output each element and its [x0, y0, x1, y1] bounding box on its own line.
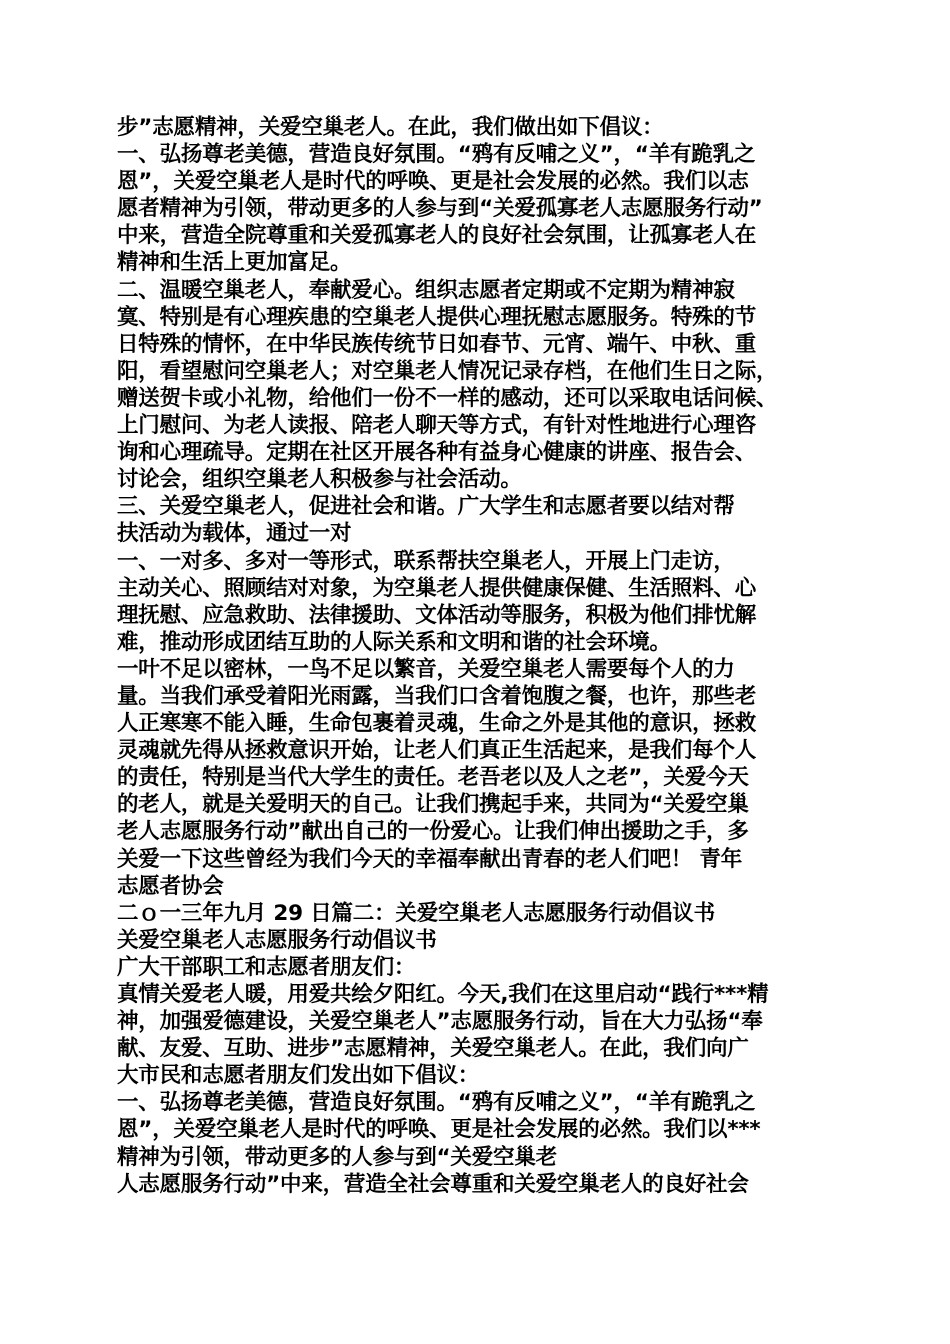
- text-line: 大市民和志愿者朋友们发出如下倡议：: [117, 1063, 480, 1089]
- text-line: 的责任，特别是当代大学生的责任。老吾老以及人之老”，关爱今天: [117, 765, 749, 791]
- text-line: 人正寒寒不能入睡，生命包裹着灵魂，生命之外是其他的意识，拯救: [117, 711, 757, 737]
- text-line: 讨论会，组织空巢老人积极参与社会活动。: [117, 467, 522, 493]
- text-line: 精神为引领，带动更多的人参与到“关爱空巢老: [117, 1144, 557, 1170]
- text-line: 步”志愿精神，关爱空巢老人。在此，我们做出如下倡议：: [117, 115, 664, 140]
- text-line: 一、一对多、多对一等形式，联系帮扶空巢老人，开展上门走访，: [117, 548, 735, 574]
- text-line: 灵魂就先得从拯救意识开始，让老人们真正生活起来，是我们每个人: [117, 738, 757, 764]
- text-line: 老人志愿服务行动”献出自己的一份爱心。让我们伸出援助之手，多: [117, 819, 749, 845]
- text-line: 询和心理疏导。定期在社区开展各种有益身心健康的讲座、报告会、: [117, 440, 757, 466]
- document-body: [117, 114, 857, 1198]
- text-line: 主动关心、照顾结对对象，为空巢老人提供健康保健、生活照料、心: [117, 575, 757, 601]
- text-line: 关爱空巢老人志愿服务行动倡议书: [117, 927, 437, 953]
- text-line: 二、温暖空巢老人，奉献爱心。组织志愿者定期或不定期为精神寂: [117, 277, 735, 303]
- text-line: 二ｏ一三年九月 29 日篇二：关爱空巢老人志愿服务行动倡议书: [117, 900, 715, 926]
- text-line: 关爱一下这些曾经为我们今天的幸福奉献出青春的老人们吧！ 青年: [117, 846, 742, 872]
- text-line: 广大干部职工和志愿者朋友们：: [117, 954, 416, 980]
- text-line: 量。当我们承受着阳光雨露，当我们口含着饱腹之餐，也许，那些老: [117, 683, 757, 709]
- text-line: 一、弘扬尊老美德，营造良好氛围。“鸦有反哺之义”，“羊有跪乳之: [117, 142, 756, 168]
- text-line: 赠送贺卡或小礼物，给他们一份不一样的感动，还可以采取电话问候、: [117, 385, 778, 411]
- text-line: 志愿者协会: [117, 873, 224, 899]
- text-line: 寞、特别是有心理疾患的空巢老人提供心理抚慰志愿服务。特殊的节: [117, 304, 757, 330]
- text-line: 一、弘扬尊老美德，营造良好氛围。“鸦有反哺之义”，“羊有跪乳之: [117, 1090, 756, 1116]
- text-line: 难，推动形成团结互助的人际关系和文明和谐的社会环境。: [117, 629, 671, 655]
- text-line: 愿者精神为引领，带动更多的人参与到“关爱孤寡老人志愿服务行动”: [117, 196, 763, 222]
- text-line: 中来，营造全院尊重和关爱孤寡老人的良好社会氛围，让孤寡老人在: [117, 223, 757, 249]
- text-line: 三、关爱空巢老人，促进社会和谐。广大学生和志愿者要以结对帮: [117, 494, 735, 520]
- text-line: 上门慰问、为老人读报、陪老人聊天等方式，有针对性地进行心理咨: [117, 413, 757, 439]
- text-line: 的老人，就是关爱明天的自己。让我们携起手来，共同为“关爱空巢: [117, 792, 749, 818]
- text-line: 人志愿服务行动”中来，营造全社会尊重和关爱空巢老人的良好社会: [117, 1171, 749, 1197]
- text-line: 理抚慰、应急救助、法律援助、文体活动等服务，积极为他们排忧解: [117, 602, 757, 628]
- text-line: 精神和生活上更加富足。: [117, 250, 352, 276]
- text-line: 扶活动为载体，通过一对: [117, 521, 352, 547]
- text-line: 真情关爱老人暖，用爱共绘夕阳红。今天,我们在这里启动“践行***精: [117, 982, 769, 1007]
- text-line: 一叶不足以密林，一鸟不足以繁音，关爱空巢老人需要每个人的力: [117, 656, 735, 682]
- text-line: 神，加强爱德建设，关爱空巢老人”志愿服务行动，旨在大力弘扬“奉: [117, 1009, 763, 1035]
- text-line: 恩”，关爱空巢老人是时代的呼唤、更是社会发展的必然。我们以***: [117, 1117, 761, 1143]
- text-line: 恩”，关爱空巢老人是时代的呼唤、更是社会发展的必然。我们以志: [117, 169, 749, 195]
- text-line: 献、友爱、互助、进步”志愿精神，关爱空巢老人。在此，我们向广: [117, 1036, 749, 1062]
- text-line: 阳，看望慰问空巢老人；对空巢老人情况记录存档，在他们生日之际，: [117, 358, 778, 384]
- text-line: 日特殊的情怀，在中华民族传统节日如春节、元宵、端午、中秋、重: [117, 331, 757, 357]
